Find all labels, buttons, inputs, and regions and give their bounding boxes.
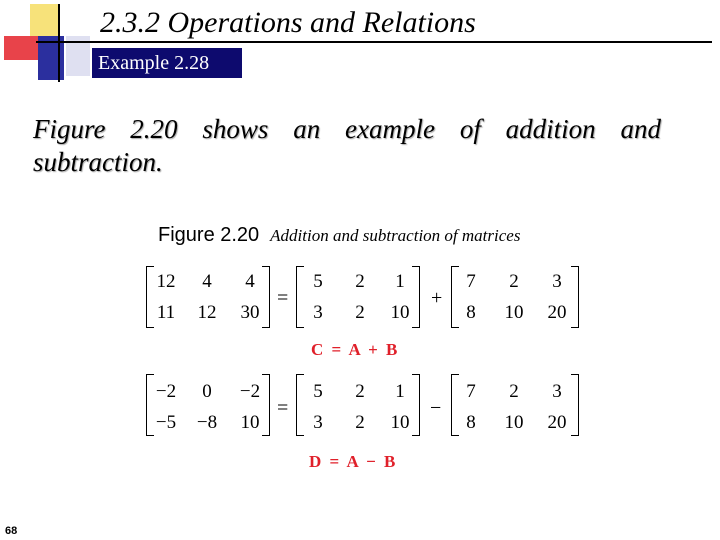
matrix-b — [451, 374, 579, 436]
matrix-cell: −5 — [155, 412, 177, 433]
matrix-cell: 0 — [202, 381, 212, 402]
matrix-cell: 2 — [355, 302, 365, 323]
matrix-cell: 10 — [504, 302, 524, 323]
matrix-cell: 8 — [466, 412, 476, 433]
matrix-cell: 10 — [390, 412, 410, 433]
matrix-a — [296, 374, 420, 436]
matrix-cell: 2 — [355, 381, 365, 402]
matrix-cell: 2 — [355, 412, 365, 433]
matrix-cell: 5 — [313, 271, 323, 292]
matrix-cell: 2 — [355, 271, 365, 292]
matrix-cell: 20 — [547, 412, 567, 433]
matrix-cell: 3 — [552, 381, 562, 402]
matrix-cell: 3 — [313, 412, 323, 433]
matrix-cell: 12 — [156, 271, 176, 292]
matrix-cell: −8 — [196, 412, 218, 433]
matrix-cell: 20 — [547, 302, 567, 323]
page-number: 68 — [5, 525, 18, 537]
body-paragraph: Figure 2.20 shows an example of addition and subtraction. — [33, 114, 661, 177]
matrix-a — [296, 266, 420, 328]
subtraction-equation: D = A − B — [309, 452, 396, 471]
matrix-cell: 7 — [466, 381, 476, 402]
matrix-cell: −2 — [155, 381, 177, 402]
matrix-cell: 12 — [197, 302, 217, 323]
matrix-b — [451, 266, 579, 328]
matrix-cell: 11 — [156, 302, 176, 323]
example-label: Example 2.28 — [92, 48, 242, 78]
matrix-cell: 4 — [245, 271, 255, 292]
addition-equation: C = A + B — [311, 340, 398, 359]
matrix-cell: 4 — [202, 271, 212, 292]
matrix-d — [146, 374, 270, 436]
matrix-cell: 5 — [313, 381, 323, 402]
matrix-c — [146, 266, 270, 328]
matrix-cell: 3 — [313, 302, 323, 323]
matrix-cell: 2 — [509, 271, 519, 292]
slide-title: 2.3.2 Operations and Relations — [100, 6, 476, 39]
matrix-cell: 10 — [390, 302, 410, 323]
matrix-cell: 30 — [240, 302, 260, 323]
matrix-cell: 10 — [240, 412, 260, 433]
figure-caption-text: Addition and subtraction of matrices — [270, 226, 521, 245]
figure-caption — [158, 224, 520, 247]
minus-sign: − — [430, 397, 442, 419]
matrix-cell: 10 — [504, 412, 524, 433]
matrix-cell: 1 — [395, 271, 405, 292]
matrix-cell: 8 — [466, 302, 476, 323]
matrix-cell: −2 — [239, 381, 261, 402]
matrix-cell: 3 — [552, 271, 562, 292]
plus-sign: + — [431, 287, 443, 309]
figure-label: Figure 2.20 — [158, 224, 260, 246]
matrix-cell: 2 — [509, 381, 519, 402]
matrix-cell: 7 — [466, 271, 476, 292]
equals-sign: = — [277, 397, 289, 419]
title-rule — [36, 41, 712, 43]
equals-sign: = — [277, 287, 289, 309]
matrix-cell: 1 — [395, 381, 405, 402]
